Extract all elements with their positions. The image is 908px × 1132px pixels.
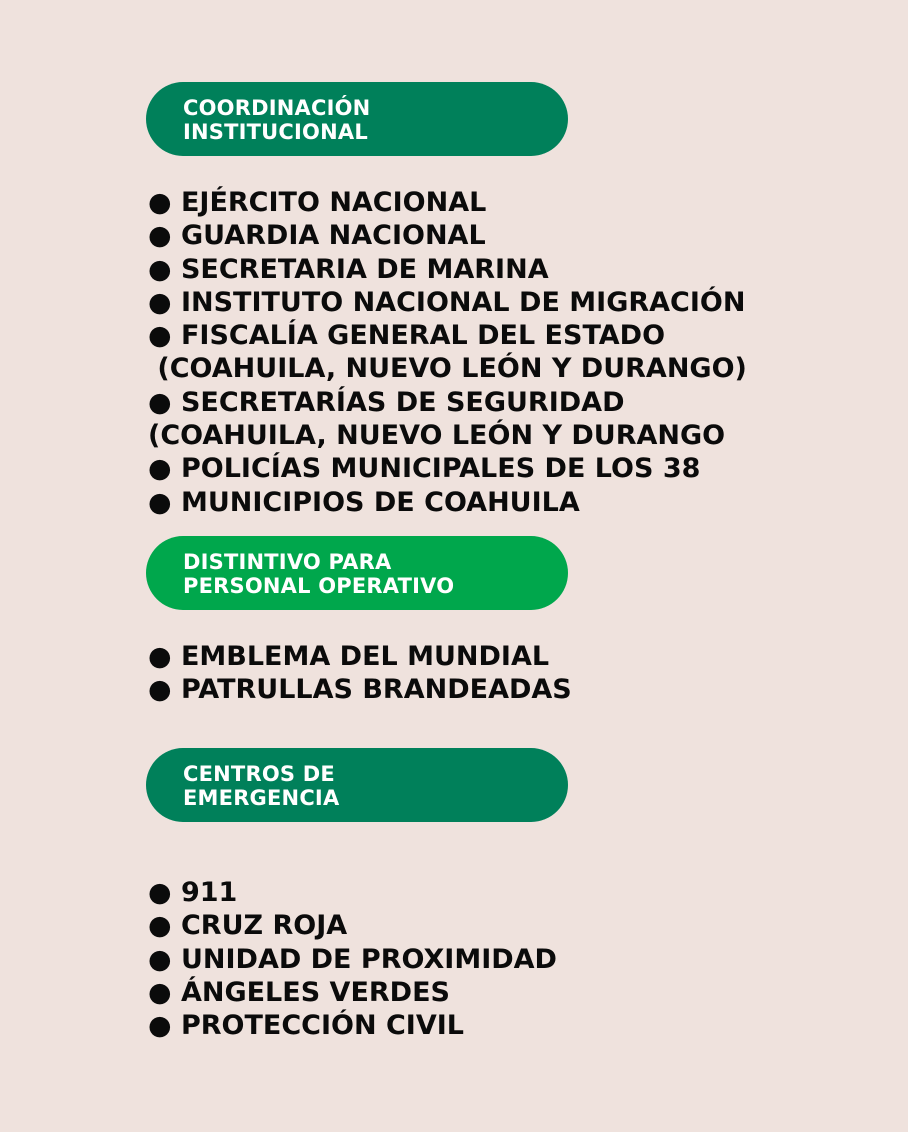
list-item: ● 911 <box>148 877 238 908</box>
list-item: ● EJÉRCITO NACIONAL <box>148 187 487 218</box>
list-item: ● POLICÍAS MUNICIPALES DE LOS 38 <box>148 453 701 485</box>
section-header-coordinacion <box>146 82 568 156</box>
list-item: ● SECRETARÍAS DE SEGURIDAD <box>148 386 625 418</box>
centros-list <box>148 876 557 1042</box>
list-item: ● UNIDAD DE PROXIMIDAD <box>148 943 557 975</box>
section-header-line: CENTROS DE <box>183 762 335 786</box>
list-item: ● MUNICIPIOS DE COAHUILA <box>148 486 580 518</box>
coordinacion-list <box>148 186 747 519</box>
list-item: ● ÁNGELES VERDES <box>148 976 450 1008</box>
distintivo-list <box>148 640 572 707</box>
list-item: (COAHUILA, NUEVO LEÓN Y DURANGO) <box>148 353 747 385</box>
list-item: ● SECRETARIA DE MARINA <box>148 253 549 285</box>
list-item: ● CRUZ ROJA <box>148 910 348 942</box>
section-header-line: COORDINACIÓN <box>183 96 371 120</box>
section-header-line: PERSONAL OPERATIVO <box>183 574 455 598</box>
list-item: ● PATRULLAS BRANDEADAS <box>148 674 572 706</box>
list-item: ● PROTECCIÓN CIVIL <box>148 1010 464 1042</box>
section-header-line: DISTINTIVO PARA <box>183 550 392 574</box>
list-item: ● EMBLEMA DEL MUNDIAL <box>148 641 550 672</box>
section-header-centros <box>146 748 568 822</box>
section-header-distintivo <box>146 536 568 610</box>
section-header-line: EMERGENCIA <box>183 786 340 810</box>
list-item: ● INSTITUTO NACIONAL DE MIGRACIÓN <box>148 286 746 318</box>
list-item: ● GUARDIA NACIONAL <box>148 220 486 252</box>
section-header-line: INSTITUCIONAL <box>183 120 368 144</box>
list-item: ● FISCALÍA GENERAL DEL ESTADO <box>148 320 666 352</box>
list-item: (COAHUILA, NUEVO LEÓN Y DURANGO <box>148 420 726 452</box>
